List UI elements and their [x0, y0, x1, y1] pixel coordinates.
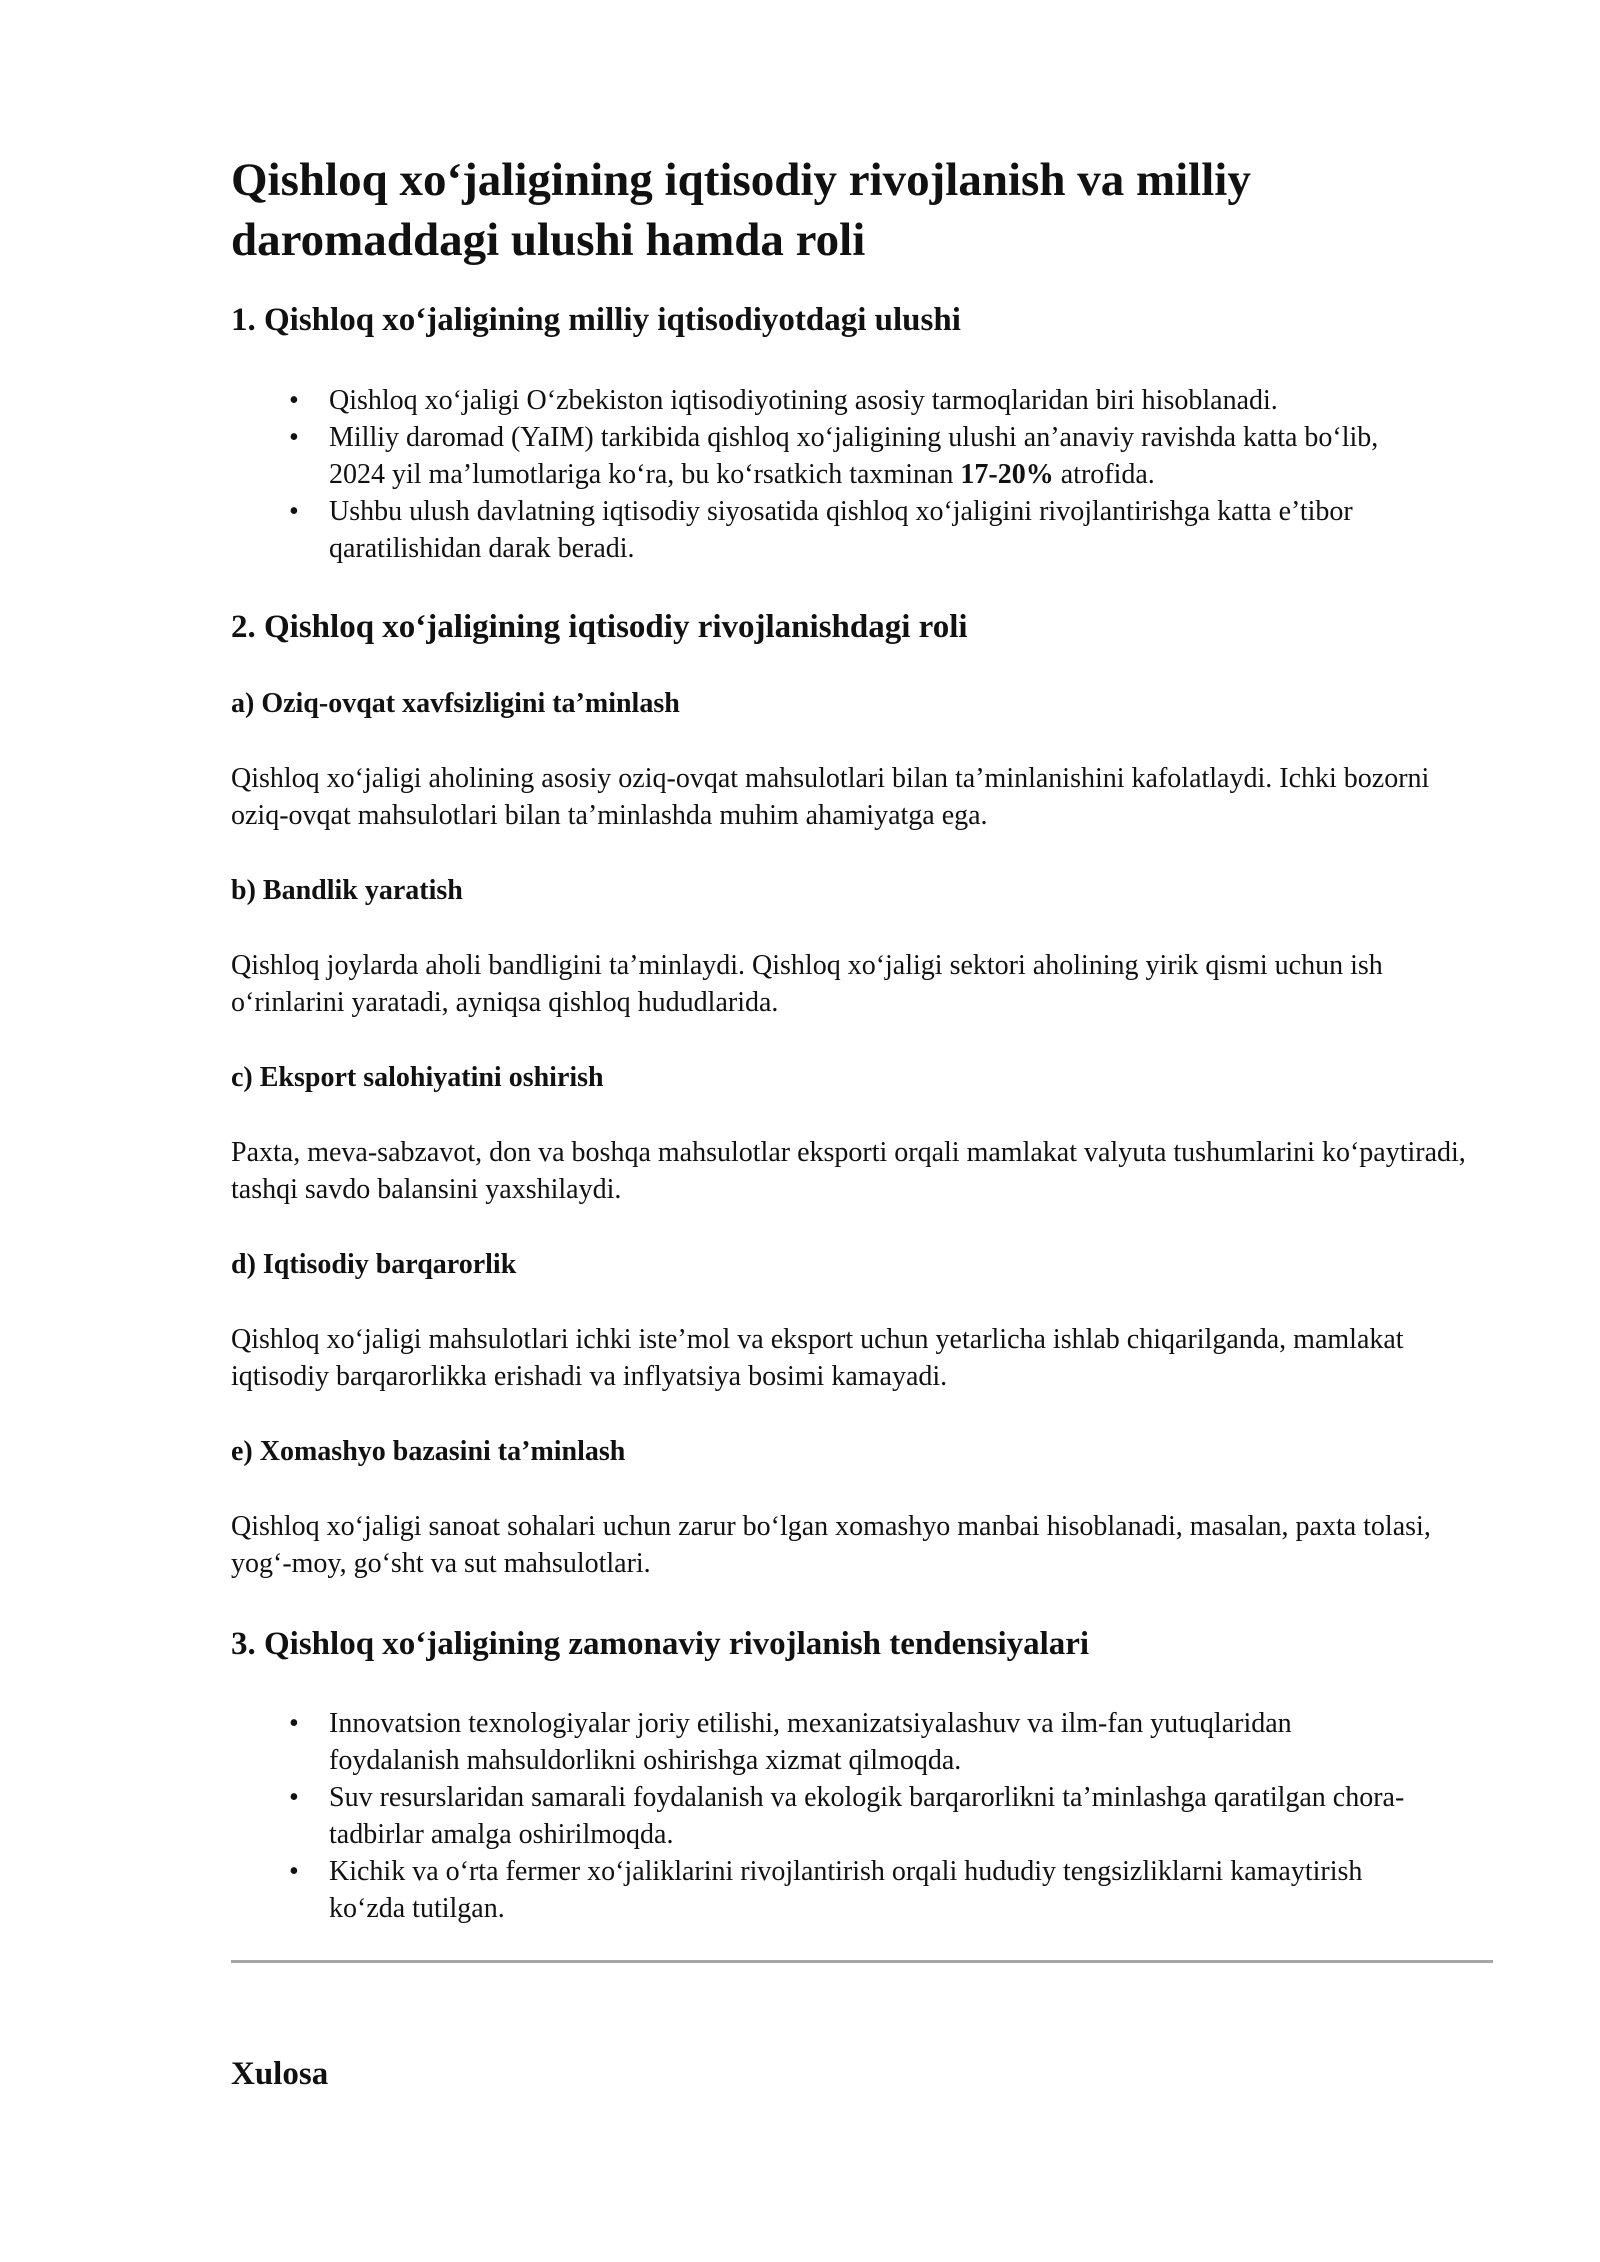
list-item — [231, 1853, 1399, 1927]
section-1-heading: 1. Qishloq xo‘jaligining milliy iqtisodiyotdagi ulushi — [231, 302, 961, 338]
section-3-list — [231, 1705, 1493, 1927]
conclusion-heading: Xulosa — [231, 2056, 329, 2092]
list-item — [231, 493, 1399, 567]
list-item — [231, 1779, 1459, 1853]
subsection-text-d: Qishloq xo‘jaligi mahsulotlari ichki iste’mol va eksport uchun yetarlicha ishlab chiqarilganda, mamlakat iqtisodiy barqarorlikka erishadi va inflyatsiya bosimi kamayadi. — [231, 1324, 1404, 1392]
list-item-text: Qishloq xo‘jaligi O‘zbekiston iqtisodiyotining asosiy tarmoqlaridan biri hisoblanadi. — [329, 385, 1278, 416]
list-item-text: Ushbu ulush davlatning iqtisodiy siyosatida qishloq xo‘jaligini rivojlantirishga katta e’tibor qaratilishidan darak beradi. — [329, 496, 1353, 564]
subsection-text-b: Qishloq joylarda aholi bandligini ta’minlaydi. Qishloq xo‘jaligi sektori aholining yirik qismi uchun ish o‘rinlarini yaratadi, ayniqsa qishloq hududlarida. — [231, 950, 1383, 1018]
bullet-icon: • — [289, 496, 299, 527]
share-percent: 17-20% — [960, 459, 1054, 490]
subsection-heading-b: b) Bandlik yaratish — [231, 875, 463, 906]
subsection-heading-d: d) Iqtisodiy barqarorlik — [231, 1249, 517, 1280]
section-3-heading: 3. Qishloq xo‘jaligining zamonaviy rivojlanish tendensiyalari — [231, 1626, 1090, 1662]
bullet-icon: • — [289, 1708, 299, 1739]
bullet-icon: • — [289, 1856, 299, 1887]
horizontal-divider — [231, 1960, 1493, 1963]
bullet-icon: • — [289, 385, 299, 416]
section-2-heading: 2. Qishloq xo‘jaligining iqtisodiy rivojlanishdagi roli — [231, 609, 968, 645]
bullet-icon: • — [289, 422, 299, 453]
list-item-text-tail: atrofida. — [1053, 459, 1155, 490]
list-item — [231, 419, 1399, 493]
subsection-text-a: Qishloq xo‘jaligi aholining asosiy oziq-ovqat mahsulotlari bilan ta’minlanishini kafolatlaydi. Ichki bozorni oziq-ovqat mahsulotlari bilan ta’minlashda muhim ahamiyatga ega. — [231, 763, 1430, 831]
subsection-heading-e: e) Xomashyo bazasini ta’minlash — [231, 1436, 626, 1467]
bullet-icon: • — [289, 1782, 299, 1813]
list-item — [231, 382, 1493, 419]
document-title: Qishloq xo‘jaligining iqtisodiy rivojlanish va milliy daromaddagi ulushi hamda roli — [231, 154, 1251, 266]
section-1-list — [231, 382, 1493, 567]
list-item-text: Milliy daromad (YaIM) tarkibida qishloq xo‘jaligining ulushi an’anaviy ravishda katta bo‘lib, 2024 yil ma’lumotlariga ko‘ra, bu ko‘rsatkich taxminan — [329, 422, 1379, 490]
subsection-heading-c: c) Eksport salohiyatini oshirish — [231, 1062, 604, 1093]
subsection-text-e: Qishloq xo‘jaligi sanoat sohalari uchun zarur bo‘lgan xomashyo manbai hisoblanadi, masalan, paxta tolasi, yog‘-moy, go‘sht va sut mahsulotlari. — [231, 1511, 1431, 1579]
list-item — [231, 1705, 1399, 1779]
subsection-heading-a: a) Oziq-ovqat xavfsizligini ta’minlash — [231, 688, 680, 719]
subsection-text-c: Paxta, meva-sabzavot, don va boshqa mahsulotlar eksporti orqali mamlakat valyuta tushumlarini ko‘paytiradi, tashqi savdo balansini yaxshilaydi. — [231, 1137, 1466, 1205]
list-item-text: Innovatsion texnologiyalar joriy etilishi, mexanizatsiyalashuv va ilm-fan yutuqlaridan foydalanish mahsuldorlikni oshirishga xizmat qilmoqda. — [329, 1708, 1292, 1776]
list-item-text: Kichik va o‘rta fermer xo‘jaliklarini rivojlantirish orqali hududiy tengsizliklarni kamaytirish ko‘zda tutilgan. — [329, 1856, 1363, 1924]
list-item-text: Suv resurslaridan samarali foydalanish va ekologik barqarorlikni ta’minlashga qaratilgan chora-tadbirlar amalga oshirilmoqda. — [329, 1782, 1405, 1850]
